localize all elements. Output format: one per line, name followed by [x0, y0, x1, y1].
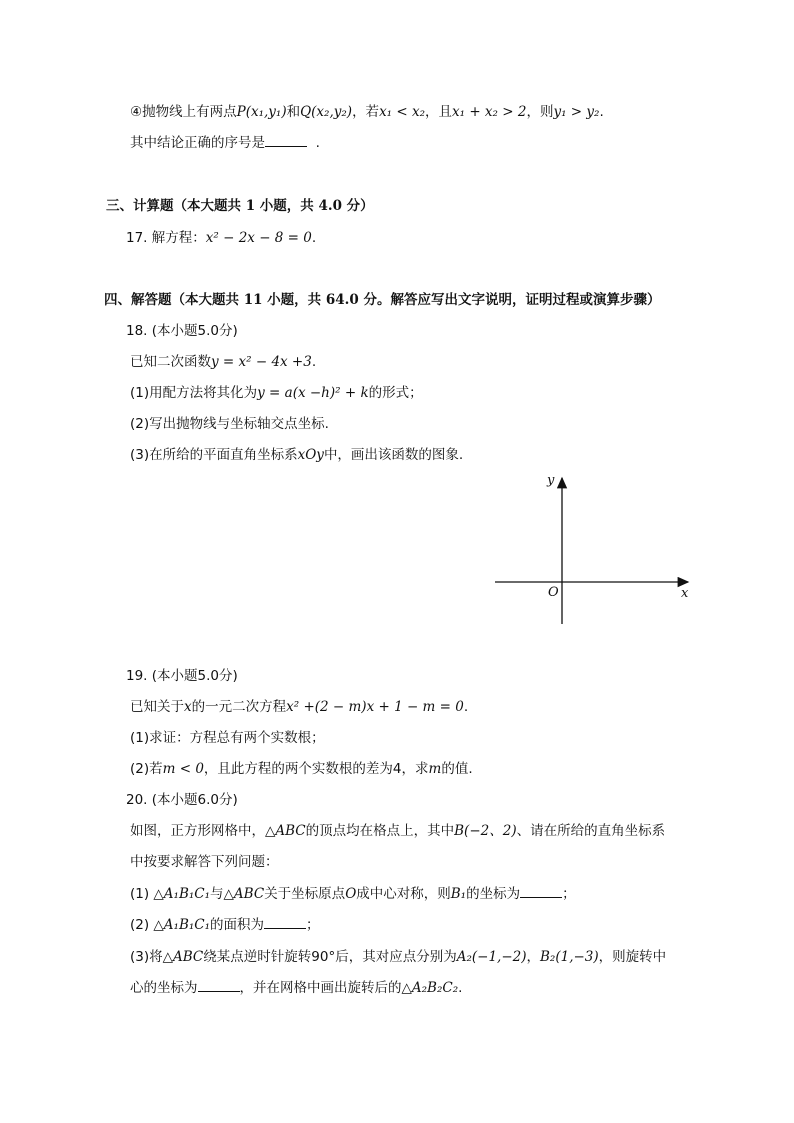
q18-part3	[130, 445, 463, 465]
q20-points: (本小题6.0分)	[151, 792, 238, 808]
answer-blank[interactable]	[198, 978, 240, 992]
x-axis-label: x	[681, 586, 689, 601]
q20-triangle-a2b2c2: △A₂B₂C₂	[401, 980, 459, 996]
q19-stem-mid: 的一元二次方程	[191, 699, 287, 715]
q19-header	[126, 666, 238, 686]
q19-equation: x² +(2 − m)x + 1 − m = 0	[286, 699, 464, 715]
q20-part2-tail: ；	[306, 917, 320, 933]
q20-part1-mid1: 与	[210, 886, 224, 902]
q17-number: 17.	[126, 230, 148, 246]
q20-part2-end: 的面积为	[210, 917, 265, 933]
q18-stem-pre: 已知二次函数	[130, 354, 211, 370]
q20-header	[126, 790, 238, 810]
q20-part3-line2	[130, 978, 462, 998]
q20-part2-pre: (2)	[130, 917, 154, 933]
q16-cond2: x₁ + x₂ > 2	[452, 104, 527, 120]
q16-item4-end: .	[599, 104, 604, 120]
q20-part3	[130, 947, 666, 967]
q20-part1-end: 的坐标为	[466, 886, 521, 902]
y-axis-label: y	[547, 473, 555, 488]
q20-point-b2: B₂(1,−3)	[540, 949, 599, 965]
q20-part1-mid3: 成中心对称，则	[356, 886, 451, 902]
q19-part2-end: 的值.	[441, 761, 473, 777]
answer-blank[interactable]	[265, 133, 307, 147]
q20-part3-sep: ，	[526, 949, 540, 965]
q16-prompt	[130, 133, 320, 153]
q19-stem-end: .	[463, 699, 469, 715]
q16-cond3: y₁ > y₂	[553, 104, 600, 120]
q20-stem-mid: 的顶点均在格点上，其中	[305, 823, 455, 839]
q20-number: 20.	[126, 792, 148, 808]
q18-part2: (2)写出抛物线与坐标轴交点坐标.	[130, 416, 329, 432]
q19-points: (本小题5.0分)	[151, 668, 238, 684]
q16-cond3-pre: ，则	[526, 104, 554, 120]
q18-points: (本小题5.0分)	[151, 323, 238, 339]
q19-number: 19.	[126, 668, 148, 684]
origin-label: O	[548, 585, 559, 600]
q20-part1	[130, 884, 576, 904]
q18-number: 18.	[126, 323, 148, 339]
q20-part1-tail: ；	[562, 886, 576, 902]
q16-item4	[130, 102, 604, 122]
q19-condition: m < 0	[162, 761, 204, 777]
q20-part3-mid1: 绕某点逆时针旋转90°后，其对应点分别为	[203, 949, 457, 965]
q19-part2-mid: ，且此方程的两个实数根的差为4，求	[203, 761, 429, 777]
q19-part2	[130, 759, 473, 779]
q20-triangle-a1b1c1-area: △A₁B₁C₁	[153, 917, 211, 933]
q18-function: y = x² − 4x +3	[211, 354, 312, 370]
q19-var-m: m	[428, 761, 442, 777]
section3-heading: 三、计算题（本大题共 1 小题，共 4.0 分）	[106, 198, 374, 214]
q18-stem	[130, 352, 316, 372]
q17-equation: x² − 2x − 8 = 0	[205, 230, 312, 246]
q16-cond1: x₁ < x₂	[379, 104, 426, 120]
q20-triangle-a1b1c1: △A₁B₁C₁	[153, 886, 211, 902]
q16-prompt-end: .	[315, 135, 320, 151]
q20-point-b1: B₁	[450, 886, 467, 902]
q20-stem-end: 、请在所给的直角坐标系	[516, 823, 666, 839]
q20-point-b: B(−2、2)	[454, 823, 517, 839]
q19-part1: (1)求证：方程总有两个实数根；	[130, 730, 325, 746]
q18-header	[126, 321, 238, 341]
q20-triangle-abc-rotate: △ABC	[162, 949, 204, 965]
q16-and: 和	[286, 104, 301, 120]
answer-blank[interactable]	[520, 884, 562, 898]
q18-vertex-form: y = a(x −h)² + k	[257, 385, 369, 401]
q18-stem-end: .	[311, 354, 317, 370]
q20-stem-line1	[130, 821, 665, 841]
q20-triangle-abc: △ABC	[265, 823, 306, 839]
section4-heading: 四、解答题（本大题共 11 小题，共 64.0 分。解答应写出文字说明，证明过程或演算步骤）	[104, 292, 661, 308]
point-p: P(x₁,y₁)	[236, 104, 287, 120]
q18-part1-pre: (1)用配方法将其化为	[130, 385, 258, 401]
q20-part3-line2-end: .	[458, 980, 463, 996]
q18-part3-end: 中，画出该函数的图象.	[323, 447, 464, 463]
q17-text: 解方程：	[151, 230, 206, 246]
q16-prompt-text: 其中结论正确的序号是	[130, 135, 265, 151]
q19-variable: x	[184, 699, 192, 715]
q20-part2	[130, 915, 320, 935]
q18-part1	[130, 383, 423, 403]
q20-point-a2: A₂(−1,−2)	[456, 949, 527, 965]
coordinate-axes-figure	[490, 468, 700, 630]
q20-stem-pre: 如图，正方形网格中，	[130, 823, 265, 839]
q18-part3-pre: (3)在所给的平面直角坐标系	[130, 447, 298, 463]
q16-item4-prefix: ④抛物线上有两点	[130, 104, 237, 120]
q20-part1-mid2: 关于坐标原点	[264, 886, 346, 902]
q20-triangle-abc-ref: △ABC	[223, 886, 265, 902]
q20-part3-line2-pre: 心的坐标为	[130, 980, 198, 996]
q20-stem-line2: 中按要求解答下列问题：	[130, 854, 279, 870]
q16-cond2-pre: ，且	[425, 104, 453, 120]
q20-part1-pre: (1)	[130, 886, 154, 902]
point-q: Q(x₂,y₂)	[300, 104, 353, 120]
q20-part3-pre: (3)将	[130, 949, 163, 965]
q20-part3-end: ，则旋转中	[598, 949, 667, 965]
q19-stem	[130, 697, 468, 717]
answer-blank[interactable]	[264, 915, 306, 929]
q19-stem-pre: 已知关于	[130, 699, 184, 715]
q18-coordinate-system: xOy	[297, 447, 324, 463]
q20-part3-line2-mid: ，并在网格中画出旋转后的	[239, 980, 402, 996]
q19-part2-pre: (2)若	[130, 761, 163, 777]
q17	[126, 228, 316, 248]
q17-end: .	[311, 230, 317, 246]
q20-origin: O	[345, 886, 357, 902]
q18-part1-end: 的形式；	[368, 385, 423, 401]
q16-cond1-pre: ，若	[352, 104, 380, 120]
